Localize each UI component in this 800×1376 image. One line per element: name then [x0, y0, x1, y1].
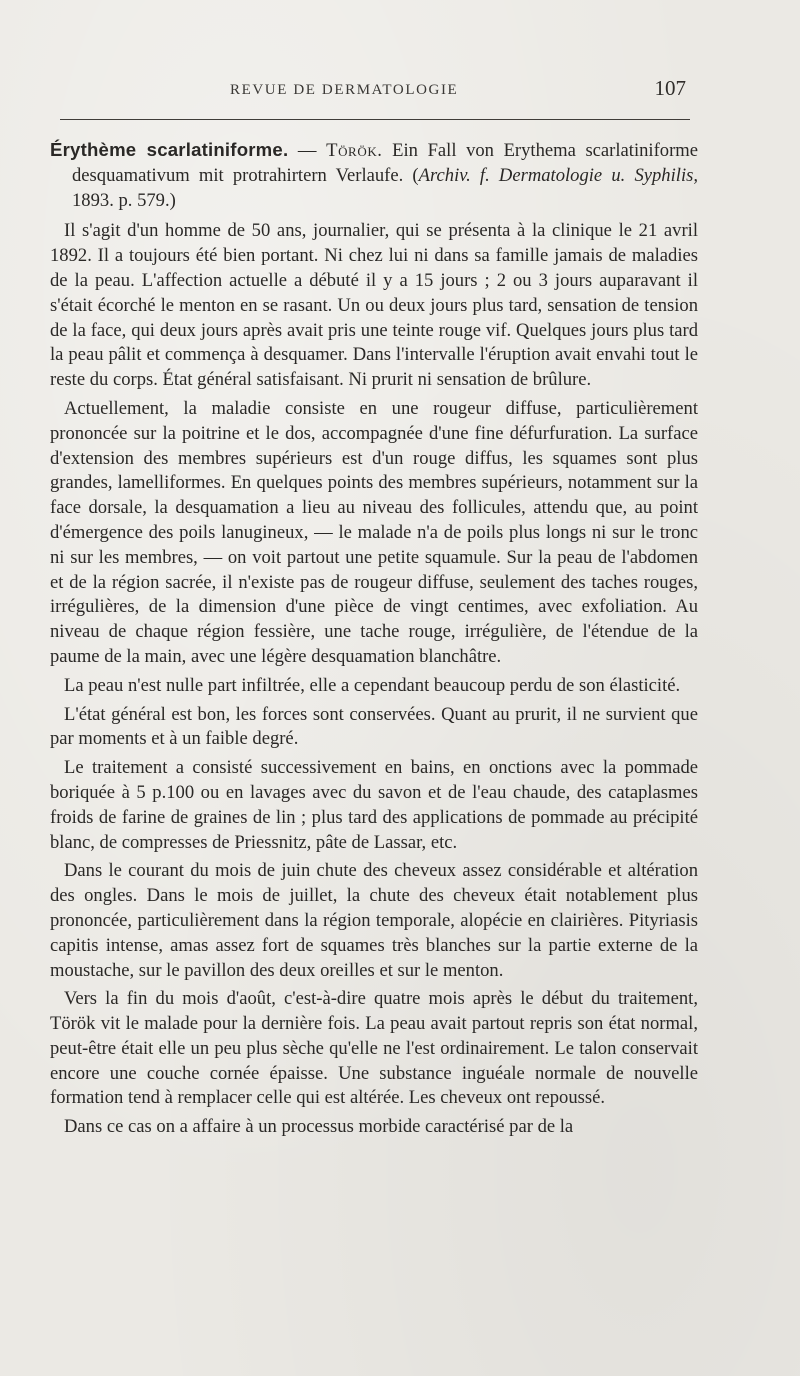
- entry-citation-end: 1893. p. 579.): [72, 189, 176, 211]
- paragraph-general-state: L'état général est bon, les forces sont conservées. Quant au prurit, il ne survient que par moments et à un faible degré.: [50, 703, 698, 750]
- entry-journal: Archiv. f. Dermatologie u. Syphilis,: [418, 164, 698, 186]
- page-header: [60, 74, 690, 110]
- running-title: REVUE DE DERMATOLOGIE: [230, 82, 459, 98]
- entry-author: Török.: [326, 140, 383, 161]
- entry-citation-start: Ein Fall von Erythema scarlatiniforme desquamativum mit protrahirtern Verlaufe. (: [72, 140, 698, 186]
- paragraph-hair-loss: Dans le courant du mois de juin chute des cheveux assez considérable et altération des ongles. Dans le mois de juillet, la chute des cheveux était notablement plus prononcée, particulièrement dans la région temporale, alopécie en clairières. Pityriasis capitis intense, amas assez fort de squames très blanches sur la partie externe de la moustache, sur le pavillon des deux oreilles et sur le menton.: [50, 860, 698, 981]
- paragraph-outcome: Vers la fin du mois d'août, c'est-à-dire quatre mois après le début du traitement, Török vit le malade pour la dernière fois. La peau avait partout repris son état normal, peut-être était elle un peu plus sèche qu'elle ne l'est ordinairement. Le talon conservait encore une couche cornée épaisse. Une substance inguéale normale de nouvelle formation tend à remplacer celle qui est altérée. Les cheveux ont repoussé.: [50, 988, 698, 1109]
- paragraph-case-history: Il s'agit d'un homme de 50 ans, journalier, qui se présenta à la clinique le 21 avril 1892. Il a toujours été bien portant. Ni chez lui ni dans sa famille jamais de maladies de la peau. L'affection actuelle a débuté il y a 15 jours ; 2 ou 3 jours auparavant il s'était écorché le menton en se rasant. Un ou deux jours plus tard, sensation de tension de la face, qui deux jours après avait pris une teinte rouge vif. Quelques jours plus tard la peau pâlit et commença à desquamer. Dans l'intervalle l'éruption avait envahi tout le reste du corps. État général satisfaisant. Ni prurit ni sensation de brûlure.: [50, 220, 698, 391]
- entry-title: Érythème scarlatiniforme.: [50, 139, 289, 160]
- paragraph-treatment: Le traitement a consisté successivement en bains, en onctions avec la pommade boriquée à 5 p.100 ou en lavages avec du savon et de l'eau chaude, des cataplasmes froids de farine de graines de lin ; plus tard des applications de pommade au précipité blanc, de compresses de Priessnitz, pâte de Lassar, etc.: [50, 757, 698, 853]
- paragraph-conclusion-start: Dans ce cas on a affaire à un processus morbide caractérisé par de la: [64, 1116, 574, 1138]
- bibliographic-entry: [50, 138, 698, 213]
- paragraph-current-state: Actuellement, la maladie consiste en une rougeur diffuse, particulièrement prononcée sur la poitrine et le dos, accompagnée d'une fine défurfuration. La surface d'extension des membres supérieurs est d'un rouge diffus, les squames sont plus grandes, lamelliformes. En quelques points des membres supérieurs, notamment sur la face dorsale, la desquamation a lieu au niveau des follicules, attendu que, au point d'émergence des poils lanugineux, — le malade n'a de poils plus longs ni sur le tronc ni sur les membres, — on voit partout une petite squamule. Sur la peau de l'abdomen et de la région sacrée, il n'existe pas de rougeur diffuse, seulement des taches rouges, irrégulières, de la dimension d'une pièce de vingt centimes, avec exfoliation. Au niveau de chaque région fessière, une tache rouge, irrégulière, de l'étendue de la paume de la main, avec une légère desquamation blanchâtre.: [50, 397, 698, 667]
- entry-dash: —: [288, 140, 327, 161]
- paragraph-skin-elasticity: La peau n'est nulle part infiltrée, elle a cependant beaucoup perdu de son élasticité.: [64, 674, 681, 696]
- header-rule: [60, 119, 690, 120]
- article-body: [50, 138, 698, 1144]
- page-number: 107: [654, 76, 686, 100]
